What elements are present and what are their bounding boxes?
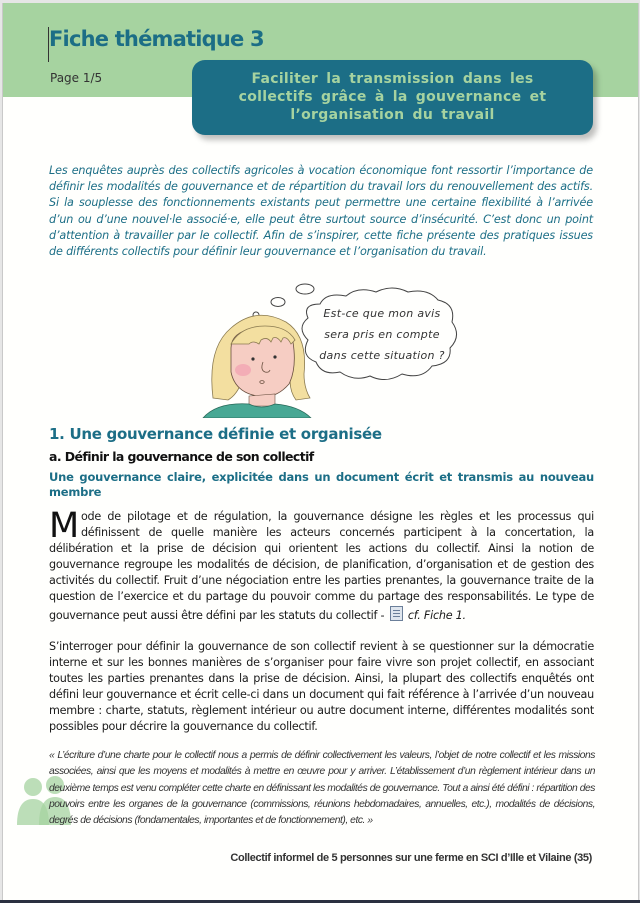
body-paragraph-1 [49, 506, 594, 624]
document-title-box [192, 60, 593, 135]
lead-heading: Une gouvernance claire, explicitée dans un document écrit et transmis au nouveau membre [49, 470, 594, 499]
intro-paragraph: Les enquêtes auprès des collectifs agricoles à vocation économique font ressortir l’importance de définir les modalités de gouvernance et de répartition du travail lors du renouvellement des actifs. Si la souplesse des fonctionnements existants peut permettre une certaine flexibilité à l’arrivée d’un ou d’une nouvel·le associé·e, elle peut être surtout source d’insécurité. C’est donc un point d’attention à travailler par le collectif. Afin de s’inspirer, cette fiche présente des pratiques issues de différents collectifs pour définir leur gouvernance et l’organisation du travail. [49, 164, 593, 259]
testimonial-quote: « L’écriture d’une charte pour le collectif nous a permis de définir collectivement les valeurs, l’objet de notre collectif et les missions associées, ainsi que les moyens et modalités à mettre en œuvre pour y arriver. L’établissement d’un règlement intérieur dans un deuxième temps est venu compléter cette charte en définissant les modalités de gouvernance. Tout a ainsi été défini : répartition des pouvoirs entre les organes de la gouvernance (commissions, réunions hebdomadaires, annuelles, etc.), modalités de décisions, degrés de décisions (fondamentales, importantes et de fonctionnement), etc. » [49, 750, 595, 827]
bubble-line: dans cette situation ? [319, 349, 445, 362]
body-paragraph-2: S’interroger pour définir la gouvernance de son collectif revient à se questionner sur la démocratie interne et sur les bonnes manières de s’organiser pour faire vivre son projet collectif, en associant toutes les parties prenantes dans la prise de décision. Ainsi, la plupart des collectifs enquêtés ont défini leur gouvernance et écrit celle-ci dans un document qui fait référence à l’arrivée d’un nouveau membre : charte, statuts, règlement intérieur ou autre document interne, différentes modalités sont possibles pour décrire la gouvernance du collectif. [49, 640, 594, 734]
document-title: Faciliter la transmission dans les collectifs grâce à la gouvernance et l’organisation du travail [238, 71, 547, 123]
eye-left [251, 357, 254, 360]
thought-dot-large [296, 284, 314, 294]
quote-attribution: Collectif informel de 5 personnes sur une ferme en SCI d’Ille et Vilaine (35) [230, 852, 592, 864]
neck [249, 394, 275, 406]
fiche-reference-link[interactable]: cf. Fiche 1. [407, 608, 466, 622]
document-icon[interactable] [390, 606, 403, 621]
thought-dot-medium [271, 298, 285, 307]
page-indicator: Page 1/5 [50, 71, 103, 85]
eye-right [273, 355, 276, 358]
bubble-line: Est-ce que mon avis [323, 307, 441, 320]
document-page [2, 3, 639, 900]
section-heading: 1. Une gouvernance définie et organisée [49, 425, 382, 443]
thought-bubble-text [307, 303, 457, 366]
drop-cap: M [49, 506, 79, 546]
paragraph-1-text: ode de pilotage et de régulation, la gouvernance désigne les règles et les processus qui définissent de quelle manière les acteurs concernés participent à la concertation, la délibération et la prise de décision qui orientent les actions du collectif. Ainsi la notion de gouvernance regroupe les modalités de décision, de planification, d’organisation et de gestion des activités du collectif. Fruit d’une négociation entre les parties prenantes, la gouvernance traite de la question de l’exercice et du partage du pouvoir comme du partage des responsabilités. Le type de gouvernance peut aussi être défini par les statuts du collectif - [49, 510, 594, 622]
bubble-line: sera pris en compte [324, 328, 440, 341]
cheek [235, 364, 251, 376]
fiche-title: Fiche thématique 3 [49, 27, 264, 51]
subsection-heading: a. Définir la gouvernance de son collectif [49, 449, 314, 464]
